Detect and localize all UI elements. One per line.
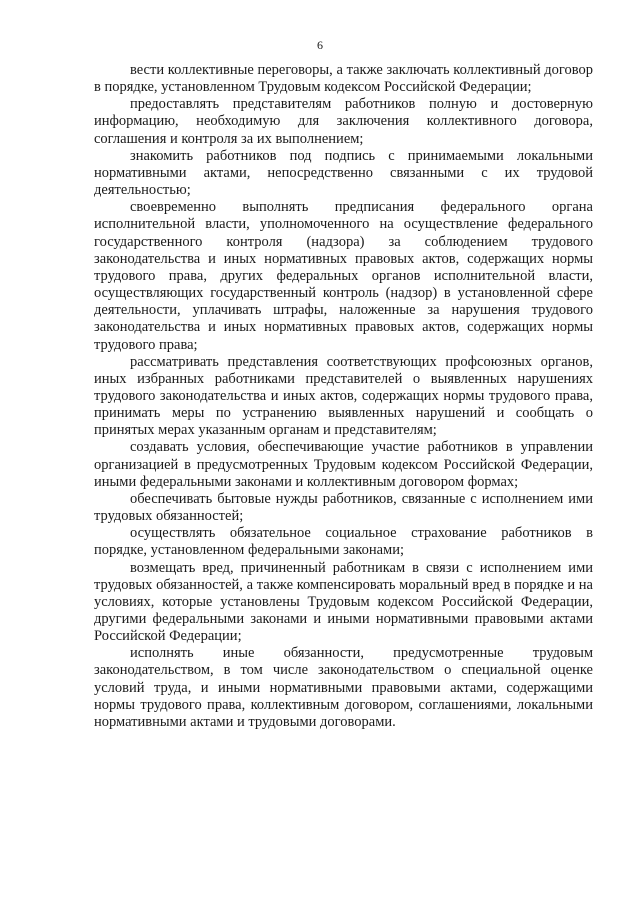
paragraph-other-obligations: исполнять иные обязанности, предусмотренные трудовым законодательством, в том числе законодательством о специальной оценке условий труда, и иными нормативными правовыми актами, содержащими нормы трудового права, коллективным договором, соглашениями, локальными нормативными актами и трудовыми договорами. — [94, 645, 593, 730]
paragraph-consider-submissions: рассматривать представления соответствующих профсоюзных органов, иных избранных работниками представителей о выявленных нарушениях трудового законодательства и иных актов, содержащих нормы трудового права, принимать меры по устранению выявленных нарушений и сообщать о принятых мерах указанным органам и представителям; — [94, 353, 593, 439]
paragraph-execute-orders: своевременно выполнять предписания федерального органа исполнительной власти, уполномоченного на осуществление федерального государственного контроля (надзора) за соблюдением трудового законодательства и иных нормативных правовых актов, содержащих нормы трудового права, других федеральных органов исполнительной власти, осуществляющих государственный контроль (надзор) в установленной сфере деятельности, уплачивать штрафы, наложенные за нарушения трудового законодательства и иных нормативных правовых актов, содержащих нормы трудового права; — [94, 199, 593, 353]
paragraph-provide-information: предоставлять представителям работников полную и достоверную информацию, необходимую для заключения коллективного договора, соглашения и контроля за их выполнением; — [94, 96, 593, 147]
paragraph-familiarize-local-acts: знакомить работников под подпись с принимаемыми локальными нормативными актами, непосредственно связанными с их трудовой деятельностью; — [94, 147, 593, 199]
document-body — [94, 62, 593, 731]
paragraph-participation-in-management: создавать условия, обеспечивающие участие работников в управлении организацией в предусмотренных Трудовым кодексом Российской Федерации, иными федеральными законами и коллективным договором формах; — [94, 439, 593, 490]
page-number: 6 — [317, 38, 323, 52]
paragraph-social-insurance: осуществлять обязательное социальное страхование работников в порядке, установленном федеральными законами; — [94, 525, 593, 559]
paragraph-collective-bargaining: вести коллективные переговоры, а также заключать коллективный договор в порядке, установленном Трудовым кодексом Российской Федерации; — [94, 62, 593, 96]
paragraph-compensate-harm: возмещать вред, причиненный работникам в связи с исполнением ими трудовых обязанностей, а также компенсировать моральный вред в порядке и на условиях, которые установлены Трудовым кодексом Российской Федерации, другими федеральными законами и иными нормативными правовыми актами Российской Федерации; — [94, 559, 593, 645]
paragraph-household-needs: обеспечивать бытовые нужды работников, связанные с исполнением ими трудовых обязанностей; — [94, 490, 593, 525]
